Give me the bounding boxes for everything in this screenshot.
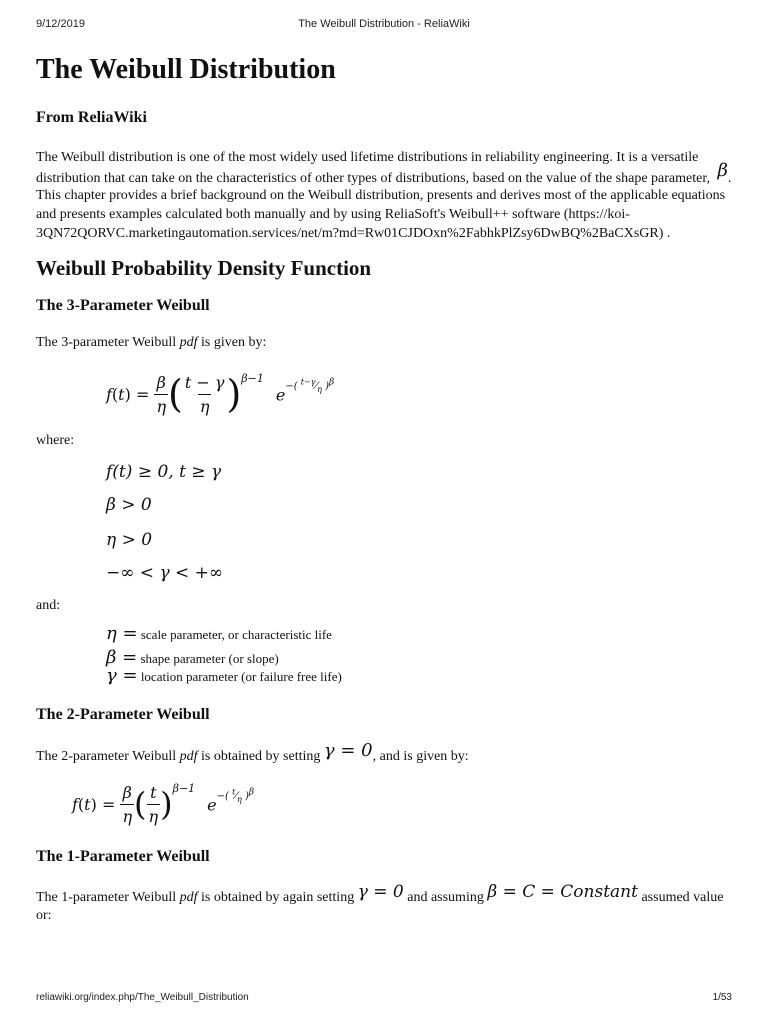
- intro-line-5-link[interactable]: 3QN72QORVC.marketingautomation.services/net/m?md=Rw01CJDOxn%2FabhkPlZsy6DwBQ%2BaCXsGR) .: [36, 226, 671, 241]
- def-gamma-symbol: γ =: [106, 665, 138, 686]
- heading-2-parameter: The 2-Parameter Weibull: [36, 706, 210, 723]
- condition-eta: η > 0: [106, 530, 153, 550]
- three-param-pdf-em: pdf: [179, 335, 198, 350]
- two-param-text: [36, 740, 469, 766]
- three-param-text-post: is given by:: [197, 335, 267, 350]
- condition-gamma: −∞ < γ < +∞: [106, 563, 224, 583]
- one-param-text-mid: is obtained by again setting: [197, 890, 358, 905]
- section-heading-pdf: Weibull Probability Density Function: [36, 256, 372, 280]
- def-eta-symbol: η =: [106, 623, 138, 644]
- two-param-pdf-em: pdf: [179, 749, 198, 764]
- formula-2-param-pdf: f ( t ) = $\frac{\beta}{\eta}$ ( $\frac{t}{\eta}$ ) $^{\beta-1}$ $e^{-( ^t⁄_\eta )^\beta}$: [72, 781, 255, 826]
- print-url: reliawiki.org/index.php/The_Weibull_Distribution: [36, 992, 249, 1003]
- intro-line-2-end: .: [727, 171, 732, 186]
- three-param-text-pre: The 3-parameter Weibull: [36, 335, 180, 350]
- one-param-pdf-em: pdf: [179, 890, 198, 905]
- two-param-text-post: , and is given by:: [372, 749, 469, 764]
- heading-1-parameter: The 1-Parameter Weibull: [36, 848, 210, 865]
- print-title: The Weibull Distribution - ReliaWiki: [298, 18, 470, 30]
- page-title: The Weibull Distribution: [36, 54, 336, 85]
- two-param-text-pre: The 2-parameter Weibull: [36, 749, 180, 764]
- one-param-text-post: assumed value: [637, 890, 724, 905]
- three-param-text: [36, 333, 266, 352]
- intro-line-3: This chapter provides a brief background on the Weibull distribution, presents and derives most of the applicable equations: [36, 188, 726, 203]
- definition-gamma: [106, 665, 342, 686]
- one-param-text-wrap: or:: [36, 908, 52, 923]
- def-beta-text: shape parameter (or slope): [137, 651, 279, 666]
- intro-line-2-text: distribution that can take on the characteristics of other types of distributions, based on the value of the shape parameter,: [36, 171, 710, 186]
- intro-line-4[interactable]: and presents examples calculated both manually and by using ReliaSoft's Weibull++ software (https://koi-: [36, 207, 630, 222]
- print-page-number: 1/53: [712, 992, 732, 1003]
- two-param-text-mid: is obtained by setting: [197, 749, 324, 764]
- intro-line-2: [36, 160, 732, 188]
- beta-symbol: β: [717, 160, 728, 181]
- one-param-text-pre: The 1-parameter Weibull: [36, 890, 180, 905]
- where-label: where:: [36, 433, 75, 448]
- one-param-beta-eq: β = C = Constant: [487, 882, 638, 902]
- def-beta-symbol: β =: [106, 647, 138, 668]
- def-gamma-text: location parameter (or failure free life): [137, 669, 342, 684]
- condition-ft: f(t) ≥ 0, t ≥ γ: [106, 462, 222, 482]
- definition-eta: [106, 623, 332, 644]
- condition-beta: β > 0: [106, 495, 152, 515]
- and-label: and:: [36, 598, 61, 613]
- two-param-gamma-eq: γ = 0: [323, 740, 373, 761]
- one-param-text: [36, 882, 736, 907]
- page-subtitle: From ReliaWiki: [36, 109, 147, 126]
- one-param-gamma-eq: γ = 0: [357, 882, 404, 902]
- print-date: 9/12/2019: [36, 18, 85, 30]
- def-eta-text: scale parameter, or characteristic life: [137, 627, 332, 642]
- formula-3-param-pdf: f ( t ) = $\frac{\beta}{\eta}$ ( $\frac{t - \gamma}{\eta}$ ) $^{\beta-1}$ $e^{-( ^{t-\gamma}⁄_\eta )^\beta}$: [106, 371, 335, 416]
- one-param-text-mid2: and assuming: [403, 890, 488, 905]
- intro-line-1: The Weibull distribution is one of the most widely used lifetime distributions in reliability engineering. It is a versatile: [36, 150, 699, 165]
- heading-3-parameter: The 3-Parameter Weibull: [36, 297, 210, 314]
